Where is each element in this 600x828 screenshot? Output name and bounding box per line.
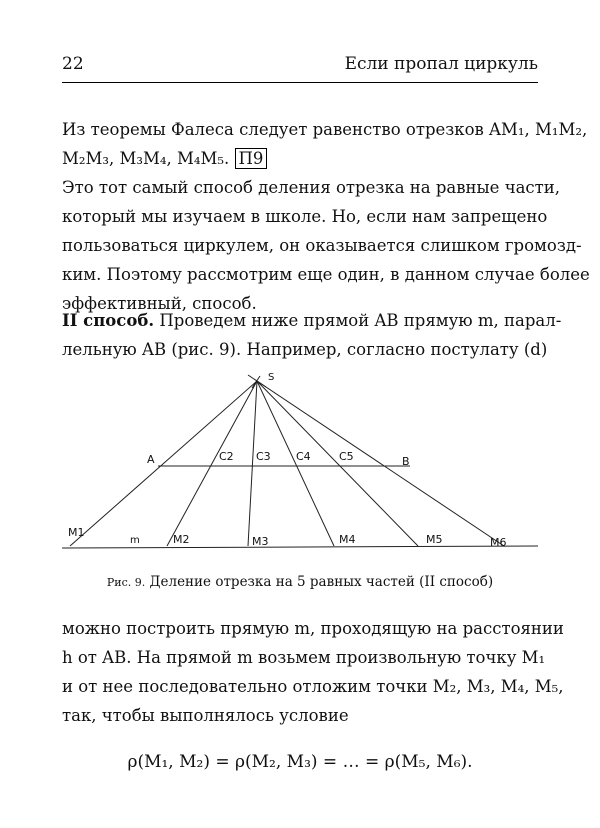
label-m3: M3 <box>252 535 269 548</box>
line-s-m5 <box>257 381 418 546</box>
text-line: который мы изучаем в школе. Но, если нам запрещено <box>62 207 548 226</box>
text-line-content: Проведем ниже прямой AB прямую m, парал- <box>154 311 562 330</box>
label-c5: C5 <box>339 450 354 463</box>
line-s-m6 <box>257 381 504 546</box>
header-rule <box>62 82 538 83</box>
label-m6: M6 <box>490 536 507 549</box>
label-m: m <box>130 535 140 546</box>
line-s-m3 <box>248 381 257 546</box>
paragraph-construction <box>62 614 564 730</box>
text-line: и от нее последовательно отложим точки M₂, M₃, M₄, M₅, <box>62 677 564 696</box>
text-line: можно построить прямую m, проходящую на расстоянии <box>62 619 564 638</box>
label-m5: M5 <box>426 533 443 546</box>
label-b: B <box>402 455 410 468</box>
text-line: Из теоремы Фалеса следует равенство отрезков AM₁, M₁M₂, <box>62 120 588 139</box>
running-title: Если пропал циркуль <box>344 54 538 74</box>
text-line: h от AB. На прямой m возьмем произвольную точку M₁ <box>62 648 546 667</box>
figure-division-diagram <box>62 368 538 563</box>
paragraph-method-two <box>62 306 562 364</box>
proof-reference-box: П9 <box>235 148 268 169</box>
line-s-m1 <box>70 381 257 546</box>
label-m4: M4 <box>339 533 356 546</box>
paragraph-thales <box>62 115 588 173</box>
text-line: так, чтобы выполнялось условие <box>62 706 349 725</box>
label-s: S <box>268 372 275 383</box>
label-c4: C4 <box>296 450 311 463</box>
page-number: 22 <box>62 54 84 74</box>
text-line: пользоваться циркулем, он оказывается слишком громозд- <box>62 236 582 255</box>
caption-prefix: Рис. 9. <box>106 576 146 589</box>
method-heading: II способ. <box>62 311 155 330</box>
distance-formula: ρ(M₁, M₂) = ρ(M₂, M₃) = … = ρ(M₅, M₆). <box>127 752 473 772</box>
text-line <box>62 306 562 335</box>
caption-text: Деление отрезка на 5 равных частей (II способ) <box>145 574 494 590</box>
label-c3: C3 <box>256 450 271 463</box>
line-s-m2 <box>167 381 257 546</box>
figure-caption <box>0 574 600 590</box>
line-m <box>62 546 538 548</box>
label-c2: C2 <box>219 450 234 463</box>
label-a: A <box>147 453 155 466</box>
paragraph-school-method <box>62 173 590 318</box>
label-m1: M1 <box>68 526 85 539</box>
text-line: эффективный, способ. <box>62 294 257 313</box>
text-line: лельную AB (рис. 9). Например, согласно постулату (d) <box>62 340 548 359</box>
text-line: Это тот самый способ деления отрезка на равные части, <box>62 178 561 197</box>
text-line <box>62 144 538 173</box>
text-line-content: M₂M₃, M₃M₄, M₄M₅. <box>62 149 230 168</box>
text-line: ким. Поэтому рассмотрим еще один, в данном случае более <box>62 265 590 284</box>
line-s-m4 <box>257 381 334 546</box>
label-m2: M2 <box>173 533 190 546</box>
